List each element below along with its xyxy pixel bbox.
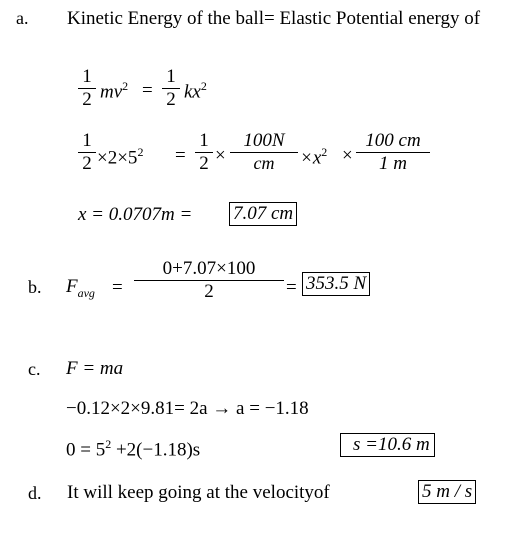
kx-squared: $kx^2$ [184,79,207,103]
equals-sign-2: = [175,145,186,166]
c-line-3: $0 = 5^2 +2(-1.18)s$ [66,437,201,461]
boxed-answer-d: 5 m / s [418,480,476,504]
part-d-label: d. [28,483,42,503]
f-avg: $F_{avg}$ [66,276,95,300]
boxed-answer-a: 7.07 cm [229,202,297,226]
part-a-statement: Kinetic Energy of the ball= Elastic Potential energy of [67,8,481,29]
fraction-half-d: 1 2 [195,130,213,175]
fraction-100cm-per-1m: 100 cm 1 m [356,130,430,175]
boxed-answer-b: 353.5 N [302,272,370,296]
times-sign: × [215,145,226,166]
x-result-line: x = 0.0707m = [78,204,193,225]
equals-sign: = [142,80,153,101]
part-c-label: c. [28,359,41,379]
fraction-avg-force: 0+7.07×100 2 [134,258,284,303]
boxed-answer-c: s =10.6 m [340,433,435,457]
times-2-times-5sq: $\times 2\times 5^2$ [97,145,144,169]
equals-sign-b: = [112,277,123,298]
c-line-2: −0.12×2×9.81= 2a → a = −1.18 [66,398,309,419]
fraction-half-c: 1 2 [78,130,96,175]
fraction-half-a: 1 2 [78,66,96,111]
c-line-1: F = ma [66,358,124,379]
part-b-label: b. [28,277,42,297]
times-sign-2: × [342,145,353,166]
part-a-label: a. [16,8,29,28]
fraction-half-b: 1 2 [162,66,180,111]
equals-sign-b2: = [286,277,297,298]
fraction-100N-per-cm: 100N cm [230,130,298,175]
part-d-text: It will keep going at the velocityof [67,482,330,503]
times-x-squared: $\times x^2$ [300,145,328,169]
mv-squared: $mv^2$ [100,79,129,103]
